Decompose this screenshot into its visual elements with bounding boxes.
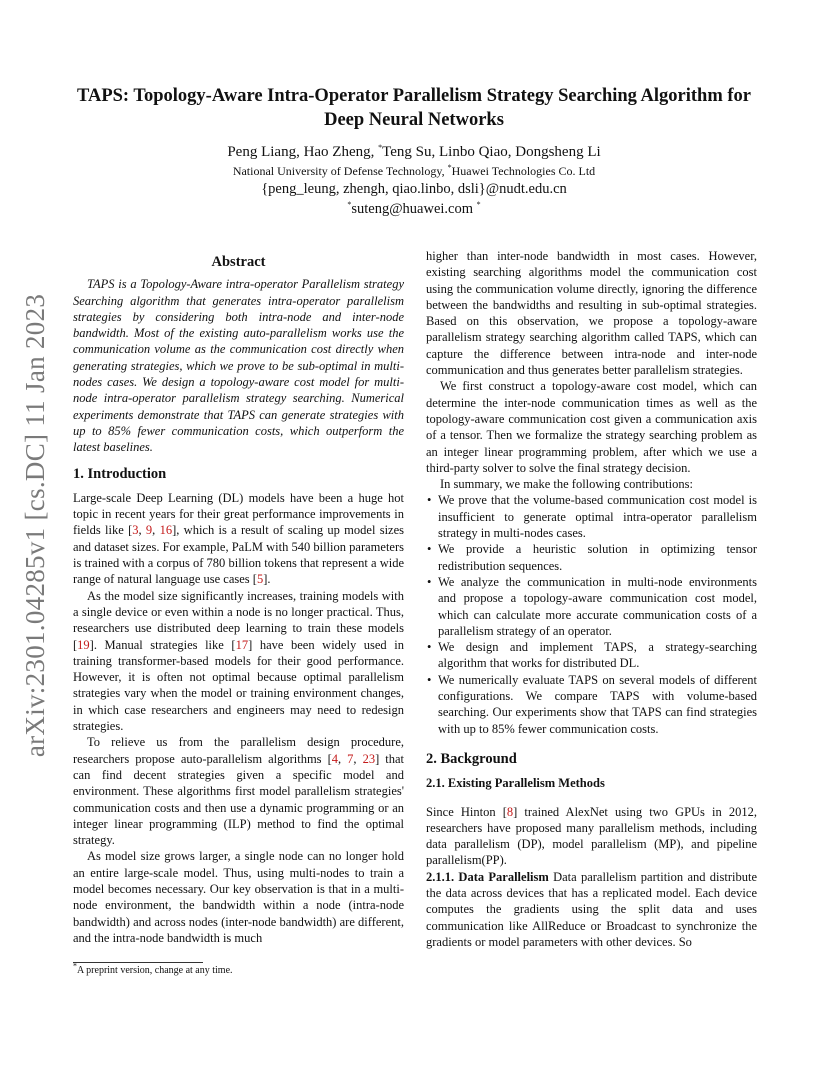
intro-paragraph-6: In summary, we make the following contributions: xyxy=(440,477,693,492)
contributions-list xyxy=(426,492,757,736)
intro-paragraph-4-continued: higher than inter-node bandwidth in most cases. However, existing searching algorithms model the communication cost using the communication volume directly, ignoring the difference between the bandwidths and resulting in sub-optimal strategies. Based on this observation, we propose a topology-aware parallelism strategy searching algorithm called TAPS, which can capture the difference between intra-node and inter-node communication and thus generates better parallelism strategies. xyxy=(426,249,757,378)
citation-link[interactable]: 17 xyxy=(235,637,249,652)
citation-link[interactable]: 4 xyxy=(331,751,338,766)
intro-p3-text-a: To relieve us from the parallelism design procedure, researchers propose auto-parallelism algorithms [ xyxy=(73,735,404,766)
intro-p2-text-c: ] have been widely used in training transformer-based models for their good performance. However, it is often not optimal because optimal parallelism strategies vary when the model or training environment changes, in which case researchers and engineers may need to redesign strategies. xyxy=(73,637,404,734)
background-p2-text: Data parallelism partition and distribute the data across devices that has a replicated model. Each device computes the gradients using the split data and uses communication like AllReduce or Broadcast to synchronize the gradients or model parameters with other devices. So xyxy=(426,869,757,949)
corresponding-email-mark: * xyxy=(347,200,352,210)
list-item: • We design and implement TAPS, a strategy-searching algorithm that works for distributed DL. xyxy=(426,639,757,672)
intro-p1-text-a: Large-scale Deep Learning (DL) models have been a huge hot topic in recent years for their great performance improvements in fields like [ xyxy=(73,490,404,538)
intro-p1-text-b: ], which is a result of scaling up model sizes and dataset sizes. For example, PaLM with 540 billion parameters is trained with a corpus of 780 billion tokens that represent a wide range of natural language use cases [ xyxy=(73,523,405,587)
authors-part-2: Teng Su, Linbo Qiao, Dongsheng Li xyxy=(382,144,601,160)
intro-p2-text-a: As the model size significantly increases, training models with a single device or even within a node is no longer practical. Thus, researchers use distributed deep learning to train these models [ xyxy=(73,588,404,652)
citation-separator: , xyxy=(138,523,146,538)
list-item: • We numerically evaluate TAPS on several models of different configurations. We compare TAPS with volume-based searching. Our experiments show that TAPS can find strategies with up to 85% fewer communication costs. xyxy=(426,672,757,737)
title-footnote-mark: * xyxy=(476,200,481,210)
abstract-text: TAPS is a Topology-Aware intra-operator Parallelism strategy Searching algorithm that generates intra-operator parallelism strategies by considering both intra-node and inter-node bandwidth. Most of the existing auto-parallelism works use the communication volume as the communication cost directly when generating strategies, which we prove to be sub-optimal in multi-nodes cases. We design a topology-aware cost model for multi-node intra-operator parallelism strategy searching. Numerical experiments demonstrate that TAPS can generate strategies with up to 85% fewer communication costs, which outperform the latest baselines. xyxy=(73,277,404,455)
citation-link[interactable]: 5 xyxy=(256,572,264,587)
author-list xyxy=(60,142,768,162)
intro-paragraph-3 xyxy=(73,734,404,848)
intro-paragraph-1 xyxy=(73,490,404,588)
intro-p3-text-b: ] that can find decent strategies given a specific model and environment. These algorithms first model parallelism strategies' communication costs and then use a dynamic programming or an integer linear programming (ILP) method to find the optimal strategy. xyxy=(73,751,404,848)
intro-paragraph-2 xyxy=(73,588,404,735)
left-column xyxy=(73,254,404,946)
citation-link[interactable]: 8 xyxy=(506,804,514,819)
citation-link[interactable]: 23 xyxy=(362,751,376,766)
corresponding-author-mark: * xyxy=(378,143,383,152)
footnote-mark: * xyxy=(73,961,77,971)
arxiv-identifier-text: arXiv:2301.04285v1 [cs.DC] 11 Jan 2023 xyxy=(20,293,51,757)
footnote-divider xyxy=(73,962,203,963)
subsection-heading-existing-methods: 2.1. Existing Parallelism Methods xyxy=(426,776,605,791)
background-paragraph-1 xyxy=(426,804,757,869)
citation-separator: , xyxy=(152,523,160,538)
citation-link[interactable]: 19 xyxy=(77,637,90,652)
subsubsection-heading-data-parallelism: 2.1.1. Data Parallelism xyxy=(426,869,549,884)
intro-paragraph-5: We first construct a topology-aware cost model, which can determine the inter-node communication times as well as the topology-aware communication cost given a communication axis of a tensor. Then we formalize the strategy searching problem as an integer linear programming problem, after which we use a third-party solver to solve the final strategy decision. xyxy=(426,379,757,475)
authors-part-1: Peng Liang, Hao Zheng, xyxy=(227,144,379,160)
affiliation-mark: * xyxy=(447,163,452,172)
list-item: • We analyze the communication in multi-node environments and propose a topology-aware communication cost model, which can calculate more accurate communication costs of a parallelism strategy of an operator. xyxy=(426,574,757,639)
citation-link[interactable]: 7 xyxy=(347,751,354,766)
background-p1-text-a: Since Hinton [ xyxy=(426,804,507,819)
footnote xyxy=(73,961,233,977)
list-item: • We prove that the volume-based communication cost model is insufficient to generate optimal intra-operator parallelism strategy in multi-nodes cases. xyxy=(426,492,757,541)
background-p1-text-b: ] trained AlexNet using two GPUs in 2012, researchers have proposed many parallelism methods, including data parallelism (DP), model parallelism (MP), and pipeline parallelism(PP). xyxy=(426,804,757,868)
intro-p2-text-b: ]. Manual strategies like [ xyxy=(89,637,236,652)
arxiv-identifier-stamp xyxy=(6,290,66,760)
citation-separator: , xyxy=(338,751,348,766)
corresponding-email-text: suteng@huawei.com xyxy=(351,201,474,217)
citation-link[interactable]: 3 xyxy=(132,523,139,538)
footnote-text: A preprint version, change at any time. xyxy=(77,965,233,976)
corresponding-email xyxy=(60,200,768,218)
section-heading-introduction: 1. Introduction xyxy=(73,465,167,482)
author-emails: {peng_leung, zhengh, qiao.linbo, dsli}@nudt.edu.cn xyxy=(261,181,567,197)
affiliation-part-1: National University of Defense Technology, xyxy=(232,164,448,178)
list-item: • We provide a heuristic solution in optimizing tensor redistribution sequences. xyxy=(426,541,757,574)
abstract-heading: Abstract xyxy=(211,254,266,270)
paper-title: TAPS: Topology-Aware Intra-Operator Parallelism Strategy Searching Algorithm for Deep Neural Networks xyxy=(77,86,751,130)
intro-paragraph-4: As model size grows larger, a single node can no longer hold an entire large-scale model. Thus, using multi-nodes to train a model becomes necessary. Our key observation is that in a multi-node environment, the bandwidth within a node (intra-node bandwidth) and across nodes (inter-node bandwidth) are different, and the intra-node bandwidth is much xyxy=(73,849,404,945)
affiliation-part-2: Huawei Technologies Co. Ltd xyxy=(451,164,596,178)
section-heading-background: 2. Background xyxy=(426,750,517,767)
citation-link[interactable]: 9 xyxy=(145,523,153,538)
right-column xyxy=(426,248,757,950)
intro-p1-text-c: ]. xyxy=(263,572,271,587)
citation-separator: , xyxy=(353,751,363,766)
citation-link[interactable]: 16 xyxy=(159,523,173,538)
affiliations xyxy=(60,163,768,179)
background-paragraph-2 xyxy=(426,869,757,950)
